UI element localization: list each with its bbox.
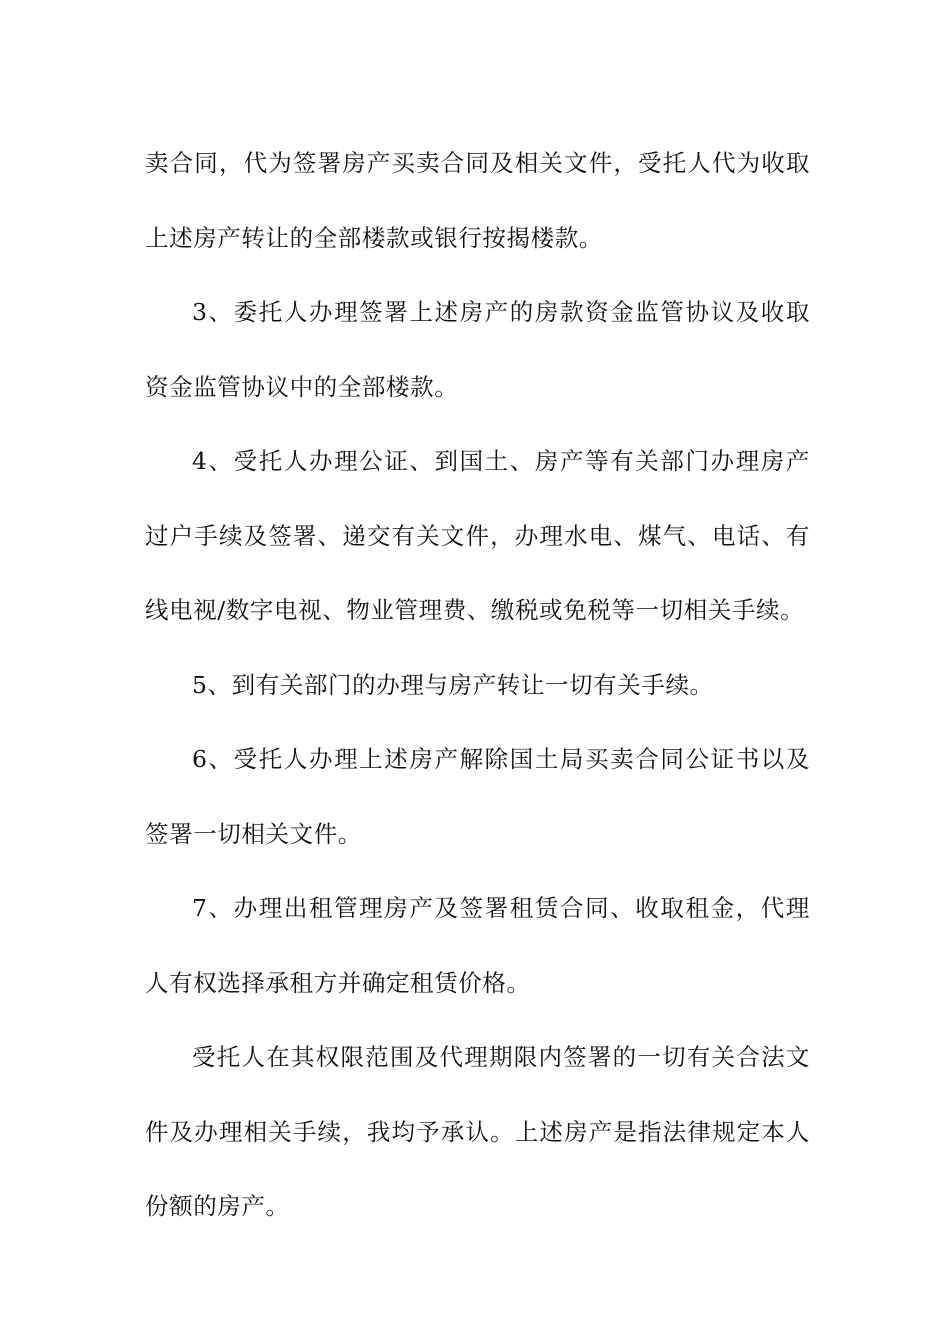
paragraph-continuation: 卖合同，代为签署房产买卖合同及相关文件，受托人代为收取上述房产转让的全部楼款或银行按揭楼款。 [145, 149, 810, 252]
paragraph-item-7: 7、办理出租管理房产及签署租赁合同、收取租金，代理人有权选择承租方并确定租赁价格。 [145, 894, 810, 997]
paragraph-item-3: 3、委托人办理签署上述房产的房款资金监管协议及收取资金监管协议中的全部楼款。 [145, 298, 810, 401]
document-body [145, 126, 810, 1244]
paragraph-item-6: 6、受托人办理上述房产解除国土局买卖合同公证书以及签署一切相关文件。 [145, 745, 810, 848]
paragraph-item-5: 5、到有关部门的办理与房产转让一切有关手续。 [192, 670, 714, 699]
paragraph-acknowledgement: 受托人在其权限范围及代理期限内签署的一切有关合法文件及办理相关手续，我均予承认。上述房产是指法律规定本人份额的房产。 [145, 1043, 810, 1220]
paragraph-item-4: 4、受托人办理公证、到国土、房产等有关部门办理房产过户手续及签署、递交有关文件，办理水电、煤气、电话、有线电视/数字电视、物业管理费、缴税或免税等一切相关手续。 [145, 447, 810, 624]
